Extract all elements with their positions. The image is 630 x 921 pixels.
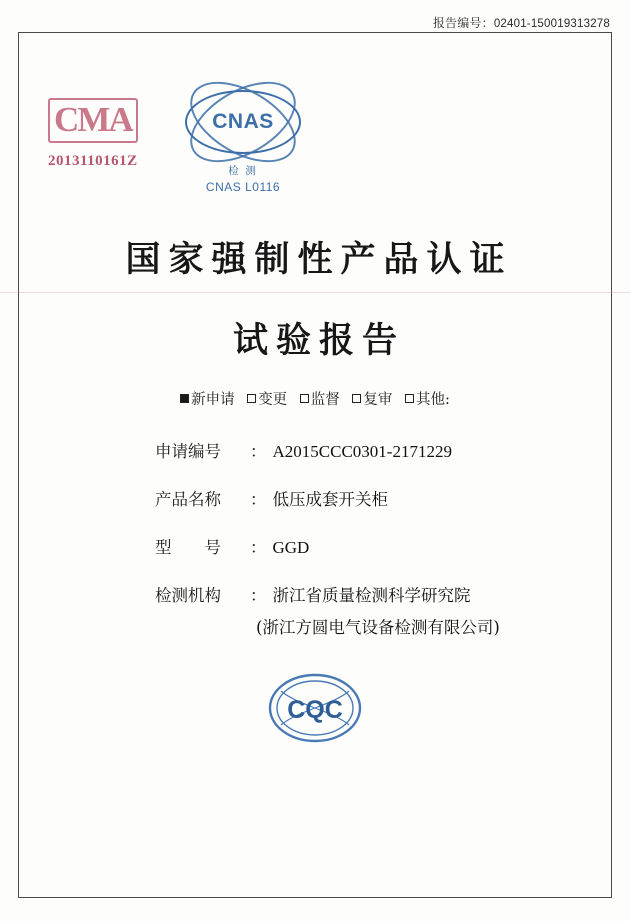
checkbox-option-review[interactable] [352, 392, 392, 408]
field-colon-testing-organization: ： [250, 586, 267, 605]
report-number [433, 14, 610, 31]
field-value-testing-organization-line2: (浙江方圆电气设备检测有限公司) [256, 618, 500, 637]
cnas-mark-text: CNAS [212, 110, 274, 133]
application-type-row [0, 388, 630, 409]
checkbox-icon-review[interactable] [352, 394, 361, 403]
field-testing-organization [155, 582, 575, 606]
field-model [155, 534, 575, 558]
certification-logos [0, 90, 630, 194]
checkbox-icon-change[interactable] [247, 394, 256, 403]
checkbox-icon-new[interactable] [180, 394, 189, 403]
checkbox-label-change: 变更 [258, 392, 288, 408]
field-colon-model: ： [250, 538, 267, 557]
field-value-model: GGD [272, 538, 310, 557]
checkbox-label-review: 复审 [363, 392, 393, 408]
cma-code: 2013110161Z [48, 153, 138, 169]
cma-logo [48, 98, 138, 170]
cnas-logo [178, 90, 308, 194]
field-colon-product-name: ： [250, 490, 267, 509]
checkbox-option-new[interactable] [180, 392, 235, 408]
field-list [155, 438, 575, 662]
checkbox-option-supervise[interactable] [300, 392, 340, 408]
svg-text:CQC: CQC [287, 696, 343, 724]
field-value-product-name: 低压成套开关柜 [272, 490, 388, 509]
field-value-application-number: A2015CCC0301-2171229 [272, 442, 452, 461]
field-label-application-number: 申请编号 [155, 442, 221, 461]
field-label-model: 型 号 [155, 538, 221, 557]
checkbox-option-change[interactable] [247, 392, 287, 408]
checkbox-label-new: 新申请 [191, 392, 235, 408]
cnas-code: CNAS L0116 [205, 180, 281, 194]
field-application-number [155, 438, 575, 462]
page-title-line1: 国家强制性产品认证 [125, 239, 513, 280]
scan-artifact-line [0, 292, 630, 293]
cma-mark-text: CMA [48, 98, 138, 143]
report-number-value: 02401-150019313278 [493, 18, 610, 30]
cqc-seal-logo [267, 672, 363, 744]
checkbox-option-other[interactable] [405, 392, 450, 408]
page-title-line2: 试验报告 [232, 320, 405, 361]
checkbox-label-other: 其他: [416, 392, 450, 408]
checkbox-icon-other[interactable] [405, 394, 414, 403]
checkbox-icon-supervise[interactable] [300, 394, 309, 403]
field-label-product-name: 产品名称 [155, 490, 221, 509]
cnas-emblem-icon [185, 90, 301, 154]
report-number-label: 报告编号： [432, 16, 494, 30]
field-label-testing-organization: 检测机构 [155, 586, 221, 605]
checkbox-label-supervise: 监督 [310, 392, 340, 408]
field-value-testing-organization: 浙江省质量检测科学研究院 [272, 586, 471, 605]
field-colon-application-number: ： [250, 442, 267, 461]
cnas-subtitle: 检 测 [228, 166, 258, 177]
field-product-name [155, 486, 575, 510]
